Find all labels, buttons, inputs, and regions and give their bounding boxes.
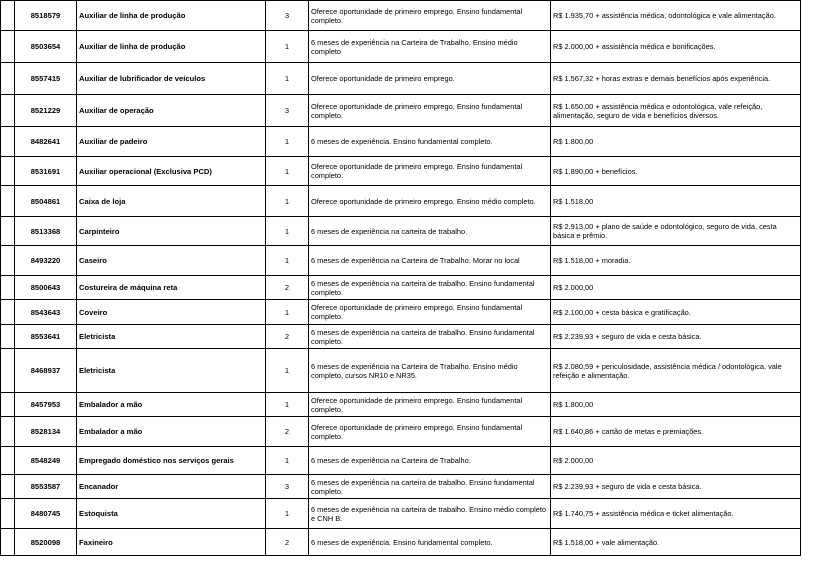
vacancy-code: 8457953 [15, 393, 77, 417]
salary-benefits: R$ 2.100,00 + cesta básica e gratificação. [551, 300, 801, 325]
requirements: Oferece oportunidade de primeiro emprego. Ensino fundamental completo. [309, 157, 551, 186]
salary-benefits: R$ 2.000,00 [551, 276, 801, 300]
table-row [1, 127, 801, 157]
salary-benefits: R$ 1.518,00 + vale alimentação. [551, 529, 801, 556]
vacancy-quantity: 1 [266, 447, 309, 475]
vacancy-quantity: 3 [266, 475, 309, 499]
salary-benefits: R$ 2.239,93 + seguro de vida e cesta básica. [551, 475, 801, 499]
vacancy-code: 8553587 [15, 475, 77, 499]
row-margin-cell [1, 447, 15, 475]
vacancy-quantity: 1 [266, 300, 309, 325]
salary-benefits: R$ 1.640,86 + cartão de metas e premiações. [551, 417, 801, 447]
table-row [1, 300, 801, 325]
vacancy-quantity: 1 [266, 63, 309, 95]
salary-benefits: R$ 1.935,70 + assistência médica, odontológica e vale alimentação. [551, 1, 801, 31]
row-margin-cell [1, 276, 15, 300]
job-title: Auxiliar de padeiro [77, 127, 266, 157]
vacancy-quantity: 1 [266, 393, 309, 417]
row-margin-cell [1, 349, 15, 393]
vacancy-quantity: 1 [266, 31, 309, 63]
salary-benefits: R$ 2.000,00 + assistência médica e bonificações. [551, 31, 801, 63]
requirements: Oferece oportunidade de primeiro emprego. Ensino fundamental completo. [309, 95, 551, 127]
vacancy-quantity: 1 [266, 217, 309, 246]
vacancy-quantity: 2 [266, 276, 309, 300]
vacancy-code: 8493220 [15, 246, 77, 276]
vacancy-code: 8520098 [15, 529, 77, 556]
job-title: Embalador a mão [77, 417, 266, 447]
vacancy-quantity: 1 [266, 349, 309, 393]
row-margin-cell [1, 127, 15, 157]
salary-benefits: R$ 1.518,00 [551, 186, 801, 217]
table-row [1, 186, 801, 217]
row-margin-cell [1, 186, 15, 217]
job-title: Auxiliar de linha de produção [77, 31, 266, 63]
row-margin-cell [1, 300, 15, 325]
vacancy-code: 8543643 [15, 300, 77, 325]
vacancy-code: 8548249 [15, 447, 77, 475]
row-margin-cell [1, 95, 15, 127]
salary-benefits: R$ 2.000,00 [551, 447, 801, 475]
vacancy-quantity: 2 [266, 417, 309, 447]
salary-benefits: R$ 2.080,59 + periculosidade, assistência médica / odontológica, vale refeição e alimentação. [551, 349, 801, 393]
salary-benefits: R$ 1.890,00 + benefícios. [551, 157, 801, 186]
requirements: 6 meses de experiência na Carteira de Trabalho. [309, 447, 551, 475]
vacancy-code: 8503654 [15, 31, 77, 63]
job-title: Auxiliar de lubrificador de veículos [77, 63, 266, 95]
vacancy-quantity: 3 [266, 95, 309, 127]
vacancy-code: 8482641 [15, 127, 77, 157]
job-title: Carpinteiro [77, 217, 266, 246]
salary-benefits: R$ 2.913,00 + plano de saúde e odontológico, seguro de vida, cesta básica e prêmio. [551, 217, 801, 246]
row-margin-cell [1, 31, 15, 63]
requirements: 6 meses de experiência na Carteira de Trabalho. Ensino médio completo [309, 31, 551, 63]
table-row [1, 447, 801, 475]
job-title: Auxiliar operacional (Exclusiva PCD) [77, 157, 266, 186]
salary-benefits: R$ 1.800,00 [551, 393, 801, 417]
table-row [1, 499, 801, 529]
table-row [1, 393, 801, 417]
job-title: Caixa de loja [77, 186, 266, 217]
requirements: 6 meses de experiência na carteira de trabalho. [309, 217, 551, 246]
job-title: Costureira de máquina reta [77, 276, 266, 300]
vacancy-code: 8480745 [15, 499, 77, 529]
vacancy-code: 8531691 [15, 157, 77, 186]
vacancy-code: 8513368 [15, 217, 77, 246]
salary-benefits: R$ 1.518,00 + moradia. [551, 246, 801, 276]
vacancy-code: 8518579 [15, 1, 77, 31]
vacancy-code: 8504861 [15, 186, 77, 217]
requirements: Oferece oportunidade de primeiro emprego. Ensino fundamental completo. [309, 300, 551, 325]
job-title: Eletricista [77, 325, 266, 349]
requirements: 6 meses de experiência. Ensino fundamental completo. [309, 529, 551, 556]
job-title: Caseiro [77, 246, 266, 276]
row-margin-cell [1, 417, 15, 447]
vacancy-quantity: 1 [266, 246, 309, 276]
row-margin-cell [1, 325, 15, 349]
table-row [1, 246, 801, 276]
row-margin-cell [1, 499, 15, 529]
vacancy-code: 8557415 [15, 63, 77, 95]
job-title: Empregado doméstico nos serviços gerais [77, 447, 266, 475]
job-title: Coveiro [77, 300, 266, 325]
vacancy-code: 8500643 [15, 276, 77, 300]
table-row [1, 63, 801, 95]
requirements: 6 meses de experiência na carteira de trabalho. Ensino fundamental completo. [309, 475, 551, 499]
row-margin-cell [1, 157, 15, 186]
requirements: Oferece oportunidade de primeiro emprego. Ensino fundamental completo. [309, 1, 551, 31]
vacancy-quantity: 1 [266, 499, 309, 529]
vacancy-quantity: 2 [266, 529, 309, 556]
table-row [1, 95, 801, 127]
vacancy-quantity: 2 [266, 325, 309, 349]
vacancy-quantity: 1 [266, 157, 309, 186]
requirements: 6 meses de experiência na carteira de trabalho. Ensino fundamental completo. [309, 276, 551, 300]
job-title: Faxineiro [77, 529, 266, 556]
requirements: 6 meses de experiência na Carteira de Trabalho. Morar no local [309, 246, 551, 276]
requirements: Oferece oportunidade de primeiro emprego. Ensino médio completo. [309, 186, 551, 217]
vacancy-quantity: 1 [266, 127, 309, 157]
job-title: Estoquista [77, 499, 266, 529]
vacancy-code: 8528134 [15, 417, 77, 447]
vacancy-code: 8521229 [15, 95, 77, 127]
table-row [1, 1, 801, 31]
requirements: 6 meses de experiência na carteira de trabalho. Ensino médio completo e CNH B. [309, 499, 551, 529]
salary-benefits: R$ 1.740,75 + assistência médica e ticket alimentação. [551, 499, 801, 529]
vacancy-code: 8468937 [15, 349, 77, 393]
job-title: Embalador a mão [77, 393, 266, 417]
requirements: 6 meses de experiência na Carteira de Trabalho. Ensino médio completo, cursos NR10 e NR35. [309, 349, 551, 393]
row-margin-cell [1, 1, 15, 31]
salary-benefits: R$ 1.567,32 + horas extras e demais benefícios após experiência. [551, 63, 801, 95]
table-row [1, 325, 801, 349]
job-title: Auxiliar de linha de produção [77, 1, 266, 31]
table-row [1, 417, 801, 447]
job-title: Encanador [77, 475, 266, 499]
row-margin-cell [1, 63, 15, 95]
table-row [1, 31, 801, 63]
vacancy-code: 8553641 [15, 325, 77, 349]
vacancy-table-body [1, 1, 801, 556]
table-row [1, 276, 801, 300]
row-margin-cell [1, 475, 15, 499]
salary-benefits: R$ 2.239,93 + seguro de vida e cesta básica. [551, 325, 801, 349]
row-margin-cell [1, 529, 15, 556]
table-row [1, 157, 801, 186]
requirements: Oferece oportunidade de primeiro emprego. [309, 63, 551, 95]
salary-benefits: R$ 1.650,00 + assistência médica e odontológica, vale refeição, alimentação, seguro de vida e benefícios diversos. [551, 95, 801, 127]
requirements: 6 meses de experiência na carteira de trabalho. Ensino fundamental completo. [309, 325, 551, 349]
row-margin-cell [1, 246, 15, 276]
vacancy-quantity: 1 [266, 186, 309, 217]
requirements: 6 meses de experiência. Ensino fundamental completo. [309, 127, 551, 157]
row-margin-cell [1, 393, 15, 417]
row-margin-cell [1, 217, 15, 246]
table-row [1, 475, 801, 499]
vacancy-quantity: 3 [266, 1, 309, 31]
table-row [1, 349, 801, 393]
job-title: Eletricista [77, 349, 266, 393]
job-title: Auxiliar de operação [77, 95, 266, 127]
salary-benefits: R$ 1.800,00 [551, 127, 801, 157]
requirements: Oferece oportunidade de primeiro emprego. Ensino fundamental completo. [309, 393, 551, 417]
requirements: Oferece oportunidade de primeiro emprego. Ensino fundamental completo. [309, 417, 551, 447]
table-row [1, 529, 801, 556]
table-row [1, 217, 801, 246]
